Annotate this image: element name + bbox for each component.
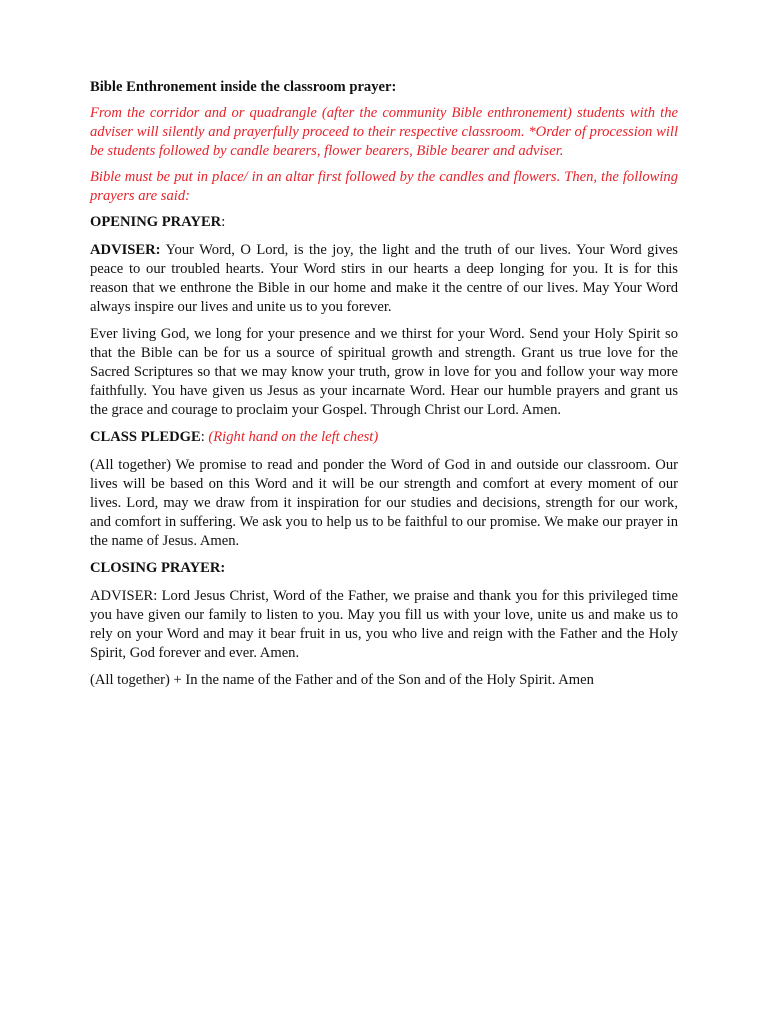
class-pledge-heading-text: CLASS PLEDGE <box>90 429 201 445</box>
class-pledge-note: (Right hand on the left chest) <box>208 429 379 445</box>
class-pledge-heading-colon: : <box>200 429 209 445</box>
closing-prayer-heading: CLOSING PRAYER: <box>90 560 226 576</box>
document-title: Bible Enthronement inside the classroom prayer: <box>90 79 397 95</box>
opening-prayer-paragraph-1: Your Word, O Lord, is the joy, the light and the truth of our lives. Your Word gives peace to our troubled hearts. Your Word stirs in our hearts a deep longing for you. It is for this reason that we enthrone the Bible in our home and make it the centre of our lives. May Your Word always inspire our lives and unite us to you forever. <box>90 242 678 315</box>
opening-prayer-heading <box>90 213 678 232</box>
class-pledge-heading <box>90 428 678 447</box>
opening-prayer-paragraph-2: Ever living God, we long for your presence and we thirst for your Word. Send your Holy Spirit so that the Bible can be for us a source of spiritual growth and strength. Grant us true love for the Sacred Scriptures so that we may know your truth, grow in love for you and follow your way more faithfully. You have given us Jesus as your incarnate Word. Hear our humble prayers and grant us the grace and courage to proclaim your Gospel. Through Christ our Lord. Amen. <box>90 326 678 418</box>
adviser-label: ADVISER: <box>90 242 161 258</box>
altar-instruction: Bible must be put in place/ in an altar first followed by the candles and flowers. Then, the following prayers are said: <box>90 169 678 204</box>
closing-prayer-adviser: ADVISER: Lord Jesus Christ, Word of the Father, we praise and thank you for this privileged time you have given our family to listen to you. May you fill us with your love, unite us and make us to rely on your Word and may it bear fruit in us, you who live and reign with the Father and the Holy Spirit, God forever and ever. Amen. <box>90 588 678 661</box>
class-pledge-text: (All together) We promise to read and ponder the Word of God in and outside our classroom. Our lives will be based on this Word and it will be our strength and comfort at every moment of our lives. Lord, may we draw from it inspiration for our studies and decisions, strength for our work, and comfort in suffering. We ask you to help us to be faithful to our promise. We make our prayer in the name of Jesus. Amen. <box>90 457 678 549</box>
opening-prayer-heading-colon: : <box>221 214 226 230</box>
procession-instruction: From the corridor and or quadrangle (after the community Bible enthronement) students with the adviser will silently and prayerfully proceed to their respective classroom. *Order of procession will be students followed by candle bearers, flower bearers, Bible bearer and adviser. <box>90 105 678 159</box>
opening-prayer-heading-text: OPENING PRAYER <box>90 214 222 230</box>
closing-prayer-final: (All together) + In the name of the Father and of the Son and of the Holy Spirit. Amen <box>90 672 594 688</box>
opening-prayer-adviser <box>90 241 678 317</box>
